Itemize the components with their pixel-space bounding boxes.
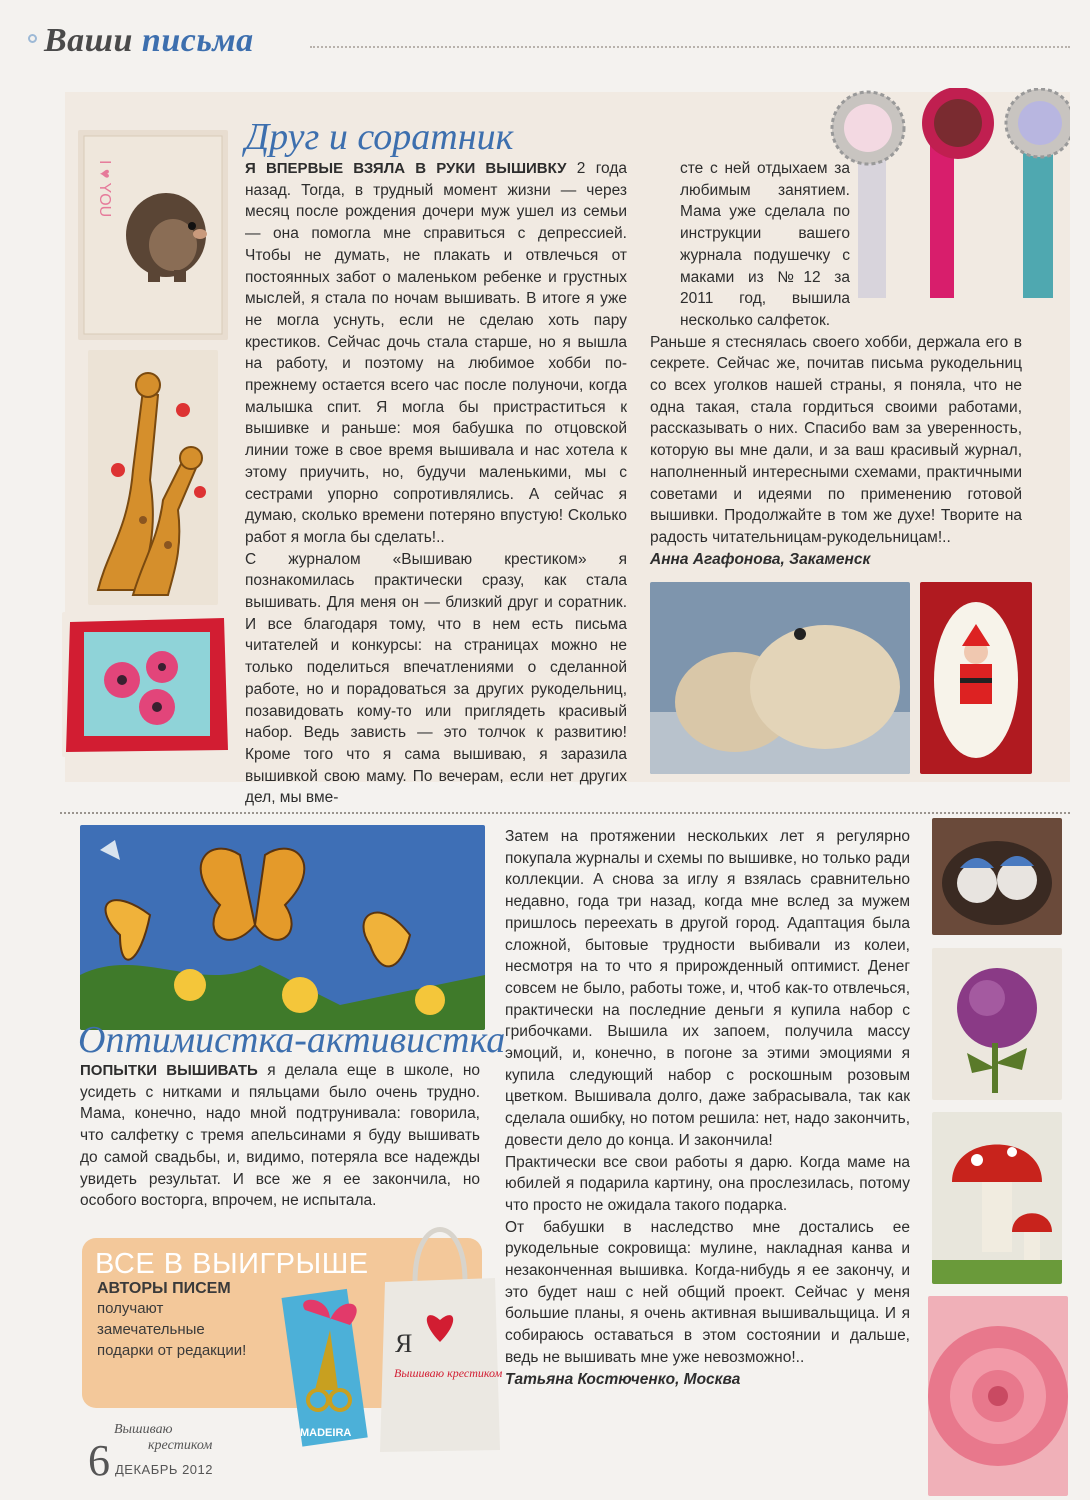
bag-text-2: Вышиваю крестиком [394,1366,503,1380]
magazine-logo [114,1422,212,1454]
issue-date: ДЕКАБРЬ 2012 [115,1462,213,1477]
letter2-signature: Татьяна Костюченко, Москва [505,1370,741,1388]
prize-subtitle: АВТОРЫ ПИСЕМ [97,1280,231,1297]
letter1-col2-paragraph2: Раньше я стеснялась своего хобби, держала его в секрете. Сейчас же, почитав письма рукодельниц со всех уголков нашей страны, я поняла, что не одна такая, стала гордиться своими работами, рассказывать о них. Спасибо вам за уверенность, которую вы мне дали, и за ваш красивый журнал, наполненный интересными схемами, практичными советами и идеями по применению готовой вышивки. Продолжайте в том же духе! Творите на радость читательницам-рукодельницам!.. [650,333,1022,546]
letter2-col1-text: я делала еще в школе, но усидеть с нитками и пяльцами было очень трудно. Мама, конечно, надо мной подтрунивала: говорила, что салфетку с тремя апельсинами я буду вышивать до самой свадьбы, и, видимо, потеряла все надежды увидеть результат. И все же я ее закончила, но особого восторга, впрочем, не испытала. [80,1062,480,1210]
header-rule [310,46,1070,48]
letter1-column1 [245,158,627,809]
rose-embroidery-photo [928,1296,1068,1496]
letter1-col1-paragraph2: С журналом «Вышиваю крестиком» я познакомилась практически сразу, как стала вышивать. Для меня он — близкий друг и соратник. И все благодаря тому, что в нем есть письма читателей и конкурсы: на страницах можно не только поделиться впечатлениями о сделанной работе, но и порадоваться за других рукодельниц, позавидовать кому-то или приглядеть красивый набор. Ведь зависть — это толчок к развитию! Кроме того что я сама вышиваю, я заразила вышивкой свою маму. По вечерам, если нет других дел, мы вме- [245,550,627,807]
prize-text: получают замечательные подарки от редакции! [97,1300,247,1359]
letter1-lead: Я ВПЕРВЫЕ ВЗЯЛА В РУКИ ВЫШИВКУ [245,160,567,177]
letter1-col2-paragraph1: сте с ней отдыхаем за любимым занятием. Мама уже сделала по инструкции вашего журнала подушечку с маками из №12 за 2011 год, вышила несколько салфеток. [680,160,850,329]
letter2-column2 [505,826,910,1390]
page-number: 6 [88,1436,110,1485]
poppy-pillow-photo [62,612,232,757]
letter1-title: Друг и соратник [245,116,514,158]
mushroom-embroidery-photo [932,1112,1062,1284]
santa-card-photo [920,582,1032,774]
letter1-signature: Анна Агафонова, Закаменск [650,550,871,568]
logo-line2: крестиком [148,1438,213,1453]
section-label [44,22,254,60]
letter2-col2-paragraph1: Затем на протяжении нескольких лет я регулярно покупала журналы и схемы по вышивке, но только ради коллекции. А снова за иглу я взялась сравнительно недавно, года три назад, когда мне вслед за мужем пришлось переехать в другой город. Адаптация была сложной, бытовые трудности выбивали из колеи, несмотря на то что я прирожденный оптимист. Денег совсем не было, работы тоже, и, чтоб как-то отвлечься, практически на последние деньги я купила набор с грибочками. Вышила их запоем, получила массу эмоций, и, конечно, в погоне за этими эмоциями я купила следующий набор с роскошным розовым цветком. Вышивала долго, даже забрасывала, так как сделала ошибку, но потом решила: нет, надо закончить, довести дело до конца. И закончила! [505,828,910,1149]
prize-title: ВСЕ В ВЫИГРЫШЕ [95,1248,369,1280]
butterflies-embroidery-photo [80,825,485,1030]
letter2-lead: ПОПЫТКИ ВЫШИВАТЬ [80,1062,258,1079]
hedgehog-embroidery-photo [78,130,228,340]
letter1-col1-text: 2 года назад. Тогда, в трудный момент жизни — через месяц после рождения дочери муж ушел из семьи — она помогла мне справиться с депрессией. Чтобы не думать, не плакать и отвлечься от постоянных забот о маленьком ребенке и грустных мыслей, я стала по ночам вышивать. В итоге я уже не могла уснуть, если не сделаю хоть пару крестиков. Сейчас дочь стала старше, но я вышла на работу, и поэтому на любимое хобби по-прежнему остается всего час после полуночи, когда малышка спит. Я могла бы пристраститься к вышивке и раньше: моя бабушка по отцовской линии тоже в свое время вышивала и нас хотела к этому приучить, но, будучи маленькими, мы с сестрами упорно сопротивлялись. А сейчас я думаю, сколько времени потеряно впустую! Сколько работ я могла бы сделать!.. [245,160,627,546]
header-dot-ornament [28,34,37,43]
bag-text-1: Я [395,1329,413,1358]
tote-bag-photo [380,1212,503,1452]
scissors-brand: MADEIRA [300,1427,352,1439]
purple-flower-embroidery-photo [932,948,1062,1100]
letter2-title: Оптимистка-активистка [78,1019,506,1061]
letters-divider [60,812,1070,814]
scissors-package-photo [290,1290,370,1450]
letter2-column1 [80,1060,480,1212]
giraffes-embroidery-photo [88,350,218,605]
letter1-column2 [650,158,1022,570]
section-label-word1: Ваши [44,22,133,59]
logo-line1: Вышиваю [114,1422,173,1437]
letter2-col2-paragraph2: Практически все свои работы я дарю. Когда маме на юбилей я подарила картину, она прослезилась, потому что просто не ожидала такого подарка. [505,1153,910,1214]
polar-bears-embroidery-photo [650,582,910,774]
letter2-col2-paragraph3: От бабушки в наследство мне достались ее рукодельные сокровища: мулине, накладная канва и незаконченная вышивка. Когда-нибудь я ее закончу, и это будет наш с ней общий проект. Сейчас у меня большие планы, я очень активная вышивальщица. И я собираюсь оставаться в этом состоянии и дальше, ведь не вышивать мне уже невозможно!.. [505,1218,910,1366]
owls-embroidery-photo [932,818,1062,935]
embroidery-text: I ♥ YOU [96,160,113,218]
section-label-word2: письма [141,22,254,59]
